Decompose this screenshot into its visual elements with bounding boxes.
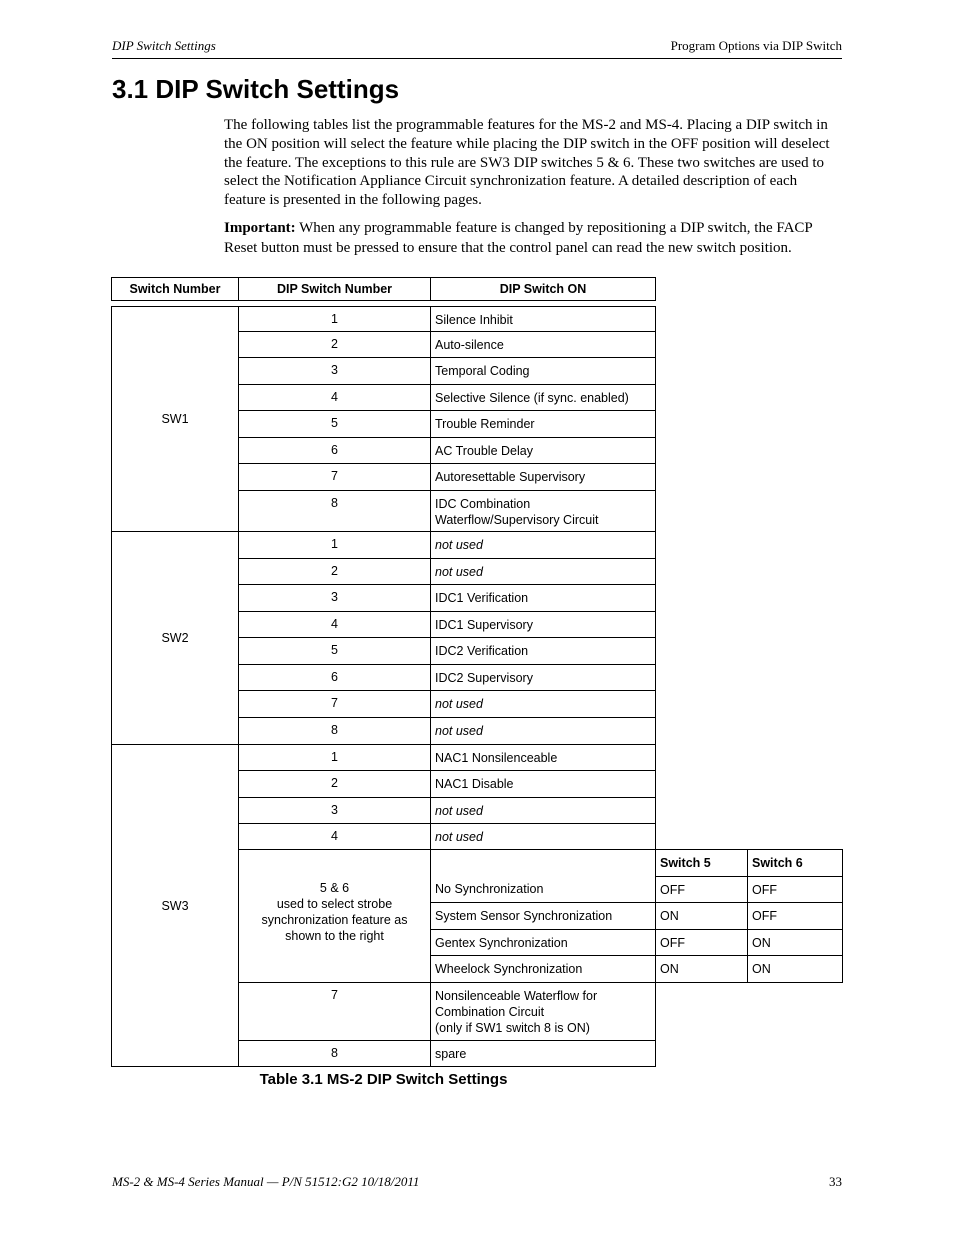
important-text: When any programmable feature is changed by repositioning a DIP switch, the FACP Reset button must be pressed to ensure that the control panel can read the new switch position. xyxy=(224,220,813,256)
sw2-dip-number xyxy=(238,664,431,691)
sw3-feature xyxy=(430,1040,656,1067)
footer-page-number: 33 xyxy=(829,1174,842,1189)
sw3-dip-number xyxy=(238,797,431,824)
sw2-dip-number xyxy=(238,584,431,612)
sw2-label-text: SW2 xyxy=(161,631,189,645)
sw3-dip-number xyxy=(238,982,431,1041)
sw1-dip-number-text: 3 xyxy=(331,363,338,377)
sw1-dip-number xyxy=(238,437,431,464)
sw3-feature-text: NAC1 Nonsilenceable xyxy=(435,751,558,765)
sw3-dip-number xyxy=(238,744,431,771)
sw2-feature-text: not used xyxy=(435,697,483,711)
sync-switch-5-value xyxy=(655,955,748,983)
sw3-feature-text: not used xyxy=(435,830,483,844)
sync-switch-6-value-text: OFF xyxy=(752,883,777,897)
sw1-feature xyxy=(430,357,656,385)
sw3-dip-number xyxy=(238,770,431,798)
sw2-feature xyxy=(430,664,656,691)
sw3-dip-number-text: 4 xyxy=(331,829,338,843)
sw3-feature xyxy=(430,797,656,824)
sw1-feature-text: Trouble Reminder xyxy=(435,417,535,431)
sync-feature-text: Wheelock Synchronization xyxy=(435,962,583,976)
sw3-feature xyxy=(430,744,656,771)
header-dip-switch-on xyxy=(430,277,656,301)
sw3-feature-text: spare xyxy=(435,1047,467,1061)
sw2-dip-number-text: 7 xyxy=(331,696,338,710)
sw2-dip-number-text: 5 xyxy=(331,643,338,657)
sync-feature xyxy=(430,902,656,930)
sw1-label-text: SW1 xyxy=(161,412,189,426)
sw1-dip-number xyxy=(238,331,431,358)
sw3-feature-text: NAC1 Disable xyxy=(435,777,514,791)
sync-header-switch-6-text: Switch 6 xyxy=(752,856,803,870)
intro-paragraph: The following tables list the programmable features for the MS-2 and MS-4. Placing a DIP switch in the ON position will select the feature while placing the DIP switch in the OFF position will deselect the feature. The exceptions to this rule are SW3 DIP switches 5 & 6. These two switches are used to select the Notification Appliance Circuit synchronization feature. A detailed description of each feature is presented in the following pages. xyxy=(224,117,830,209)
sw1-dip-number xyxy=(238,463,431,491)
sw2-dip-number xyxy=(238,611,431,638)
sw2-feature-text: not used xyxy=(435,565,483,579)
header-rule xyxy=(112,58,842,59)
sync-switch-6-value-text: ON xyxy=(752,936,771,950)
sw2-dip-number-text: 2 xyxy=(331,564,338,578)
sw3-feature-text: not used xyxy=(435,804,483,818)
sw3-dip-number-text: 7 xyxy=(331,988,338,1002)
sw1-dip-number xyxy=(238,384,431,411)
sw1-dip-number xyxy=(238,306,431,332)
header-dip-switch-on-text: DIP Switch ON xyxy=(499,282,587,296)
sw1-dip-number-text: 8 xyxy=(331,496,338,510)
sync-switch-6-value xyxy=(747,876,843,903)
sw3-feature xyxy=(430,823,656,850)
sw3-dip-5-6-text: 5 & 6 used to select strobe synchronization feature as shown to the right xyxy=(261,881,408,943)
header-switch-number xyxy=(111,277,239,301)
sw1-dip-number xyxy=(238,410,431,438)
sw2-feature xyxy=(430,611,656,638)
sw2-dip-number-text: 6 xyxy=(331,670,338,684)
sw1-dip-number-text: 2 xyxy=(331,337,338,351)
sw2-dip-number xyxy=(238,531,431,559)
sw1-dip-number xyxy=(238,490,431,532)
sw1-feature xyxy=(430,463,656,491)
sw2-dip-number xyxy=(238,717,431,745)
sw1-dip-number-text: 5 xyxy=(331,416,338,430)
sw3-feature xyxy=(430,770,656,798)
sync-switch-6-value xyxy=(747,929,843,956)
sw1-feature-text: Autoresettable Supervisory xyxy=(435,470,586,484)
sw1-label xyxy=(111,306,239,532)
sw3-dip-number-text: 1 xyxy=(331,750,338,764)
sw2-feature xyxy=(430,584,656,612)
sw2-feature xyxy=(430,637,656,665)
sw1-dip-number-text: 1 xyxy=(331,312,338,326)
sw3-dip-number-text: 3 xyxy=(331,803,338,817)
sw2-dip-number-text: 8 xyxy=(331,723,338,737)
sw3-feature xyxy=(430,982,656,1041)
header-dip-switch-number-text: DIP Switch Number xyxy=(276,282,393,296)
sw3-dip-number xyxy=(238,823,431,850)
sw2-dip-number xyxy=(238,637,431,665)
sync-header-switch-5-text: Switch 5 xyxy=(660,856,711,870)
header-dip-switch-number xyxy=(238,277,431,301)
sync-switch-5-value-text: ON xyxy=(660,962,679,976)
sw2-feature xyxy=(430,690,656,718)
important-note xyxy=(224,219,842,258)
sync-switch-6-value-text: OFF xyxy=(752,909,777,923)
sw1-dip-number xyxy=(238,357,431,385)
sw1-feature-text: Silence Inhibit xyxy=(435,313,513,327)
sync-switch-5-value xyxy=(655,902,748,930)
sw2-feature xyxy=(430,717,656,745)
sw2-feature-text: not used xyxy=(435,724,483,738)
sw2-feature xyxy=(430,558,656,585)
sync-feature-text: Gentex Synchronization xyxy=(435,936,568,950)
sw2-dip-number-text: 1 xyxy=(331,537,338,551)
sw1-dip-number-text: 7 xyxy=(331,469,338,483)
sw1-feature-text: Temporal Coding xyxy=(435,364,530,378)
sw2-feature xyxy=(430,531,656,559)
sw1-feature xyxy=(430,331,656,358)
sw3-dip-number-text: 8 xyxy=(331,1046,338,1060)
footer-manual: MS-2 & MS-4 Series Manual — P/N 51512:G2 10/18/2011 xyxy=(112,1174,420,1189)
table-caption: Table 3.1 MS-2 DIP Switch Settings xyxy=(259,1071,508,1088)
sw2-feature-text: IDC1 Verification xyxy=(435,591,529,605)
sw1-feature xyxy=(430,490,656,532)
sync-switch-6-value xyxy=(747,955,843,983)
sw2-label xyxy=(111,531,239,745)
sync-feature-text: No Synchronization xyxy=(435,882,544,896)
sw2-feature-text: IDC1 Supervisory xyxy=(435,618,533,632)
sync-switch-6-value-text: ON xyxy=(752,962,771,976)
sync-switch-5-value-text: OFF xyxy=(660,883,685,897)
page-title: 3.1 DIP Switch Settings xyxy=(112,74,400,104)
sw1-feature-text: Auto-silence xyxy=(435,338,504,352)
sw3-dip-5-6 xyxy=(238,849,431,983)
sw3-dip-number xyxy=(238,1040,431,1067)
sync-switch-5-value-text: ON xyxy=(660,909,679,923)
sw1-feature-text: Selective Silence (if sync. enabled) xyxy=(435,391,629,405)
sw2-feature-text: IDC2 Supervisory xyxy=(435,671,533,685)
running-header-chapter: Program Options via DIP Switch xyxy=(670,38,842,53)
sync-switch-5-value-text: OFF xyxy=(660,936,685,950)
sw1-feature xyxy=(430,306,656,332)
sw2-dip-number-text: 3 xyxy=(331,590,338,604)
sw1-feature-text: IDC Combination Waterflow/Supervisory Circuit xyxy=(435,497,599,527)
sw2-dip-number-text: 4 xyxy=(331,617,338,631)
sync-feature xyxy=(430,955,656,983)
sync-feature-text: System Sensor Synchronization xyxy=(435,909,613,923)
sw1-feature xyxy=(430,437,656,464)
sw2-feature-text: not used xyxy=(435,538,483,552)
sw1-dip-number-text: 4 xyxy=(331,390,338,404)
sync-feature xyxy=(430,929,656,956)
header-switch-number-text: Switch Number xyxy=(129,282,221,296)
running-header-section: DIP Switch Settings xyxy=(112,38,216,53)
sw3-dip-number-text: 2 xyxy=(331,776,338,790)
sync-switch-6-value xyxy=(747,902,843,930)
sw1-feature-text: AC Trouble Delay xyxy=(435,444,533,458)
sw1-feature xyxy=(430,384,656,411)
important-label: Important: xyxy=(224,220,296,236)
sw3-feature-text: Nonsilenceable Waterflow for Combination Circuit (only if SW1 switch 8 is ON) xyxy=(435,989,598,1035)
sync-header-switch-6 xyxy=(747,849,843,877)
sw1-dip-number-text: 6 xyxy=(331,443,338,457)
sync-feature xyxy=(430,849,656,903)
sw2-feature-text: IDC2 Verification xyxy=(435,644,529,658)
sw1-feature xyxy=(430,410,656,438)
sw2-dip-number xyxy=(238,558,431,585)
sw2-dip-number xyxy=(238,690,431,718)
sw3-label-text: SW3 xyxy=(161,898,189,913)
sync-switch-5-value xyxy=(655,929,748,956)
sw3-label xyxy=(111,744,239,1067)
sync-switch-5-value xyxy=(655,876,748,903)
sync-header-switch-5 xyxy=(655,849,748,877)
